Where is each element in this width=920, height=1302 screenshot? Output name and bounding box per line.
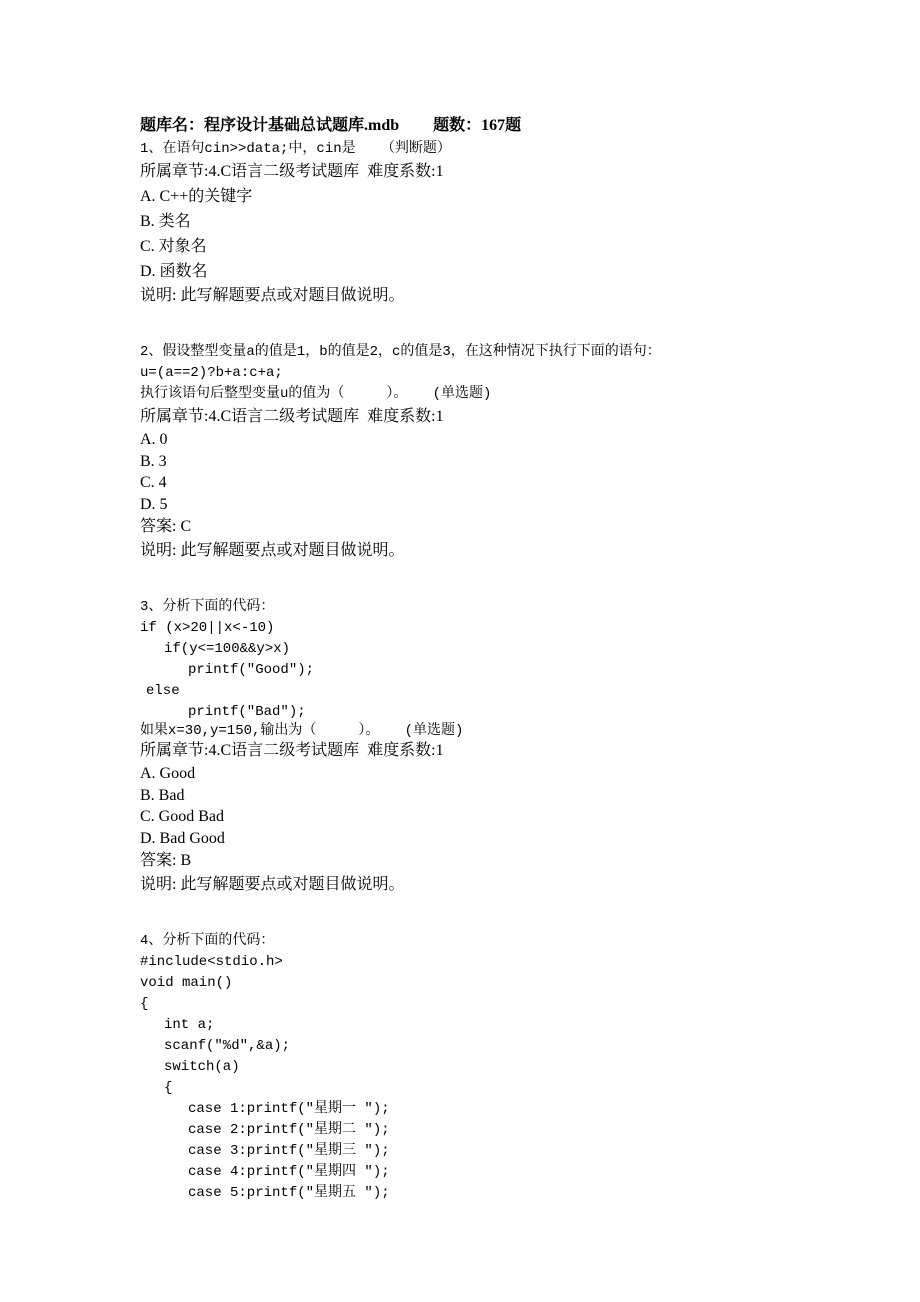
question-stem: 3、分析下面的代码： <box>140 599 275 615</box>
question-meta: 所属章节:4.C语言二级考试题库 难度系数:1 <box>140 408 444 425</box>
code-line: { <box>164 1080 173 1096</box>
code-line: case 3:printf("星期三 "); <box>188 1143 390 1159</box>
option-c: C. 对象名 <box>140 238 207 255</box>
code-line: case 5:printf("星期五 "); <box>188 1185 390 1201</box>
code-line: printf("Good"); <box>188 662 315 678</box>
question-stem-code: u=(a==2)?b+a:c+a; <box>140 365 283 381</box>
document-header <box>140 113 840 139</box>
question-note: 说明: 此写解题要点或对题目做说明。 <box>140 876 405 893</box>
question-1 <box>140 139 840 308</box>
document-page <box>140 113 840 1204</box>
option-b: B. 类名 <box>140 213 191 230</box>
spacer <box>140 897 840 931</box>
code-line: if (x>20||x<-10) <box>140 620 275 636</box>
code-line: { <box>140 996 149 1012</box>
question-answer: 答案: C <box>140 518 192 535</box>
question-count: 题数：167题 <box>433 117 522 134</box>
option-b: B. 3 <box>140 452 167 470</box>
spacer <box>140 563 840 597</box>
option-b: B. Bad <box>140 786 185 804</box>
code-line: case 1:printf("星期一 "); <box>188 1101 390 1117</box>
option-a: A. Good <box>140 765 196 782</box>
code-line: case 4:printf("星期四 "); <box>188 1164 390 1180</box>
code-line: case 2:printf("星期二 "); <box>188 1122 390 1138</box>
question-meta: 所属章节:4.C语言二级考试题库 难度系数:1 <box>140 742 444 759</box>
question-stem: 1、在语句cin>>data;中，cin是 （判断题） <box>140 141 451 157</box>
question-note: 说明: 此写解题要点或对题目做说明。 <box>140 287 405 304</box>
question-prompt: 如果x=30,y=150,输出为（ ）。 (单选题) <box>140 723 464 739</box>
question-bank-name: 题库名：程序设计基础总试题库.mdb <box>140 117 400 134</box>
code-line: int a; <box>164 1017 215 1033</box>
code-line: void main() <box>140 975 233 991</box>
question-stem: 2、假设整型变量a的值是1，b的值是2，c的值是3，在这种情况下执行下面的语句： <box>140 344 661 360</box>
option-d: D. Bad Good <box>140 829 225 847</box>
code-line: scanf("%d",&a); <box>164 1038 291 1054</box>
question-answer: 答案: B <box>140 852 192 869</box>
question-note: 说明: 此写解题要点或对题目做说明。 <box>140 542 405 559</box>
question-2 <box>140 342 840 563</box>
code-line: else <box>146 683 180 699</box>
question-stem-prompt: 执行该语句后整型变量u的值为（ ）。 (单选题) <box>140 386 492 402</box>
option-c: C. Good Bad <box>140 808 224 825</box>
code-line: printf("Bad"); <box>188 704 306 720</box>
code-line: #include<stdio.h> <box>140 954 283 970</box>
question-4 <box>140 931 840 1204</box>
code-line: switch(a) <box>164 1059 240 1075</box>
question-3 <box>140 597 840 897</box>
question-stem: 4、分析下面的代码： <box>140 933 275 949</box>
question-meta: 所属章节:4.C语言二级考试题库 难度系数:1 <box>140 163 444 180</box>
option-c: C. 4 <box>140 474 167 491</box>
option-d: D. 5 <box>140 495 168 513</box>
option-d: D. 函数名 <box>140 263 208 280</box>
option-a: A. C++的关键字 <box>140 188 253 205</box>
code-line: if(y<=100&&y>x) <box>164 641 291 657</box>
option-a: A. 0 <box>140 431 168 448</box>
spacer <box>140 308 840 342</box>
